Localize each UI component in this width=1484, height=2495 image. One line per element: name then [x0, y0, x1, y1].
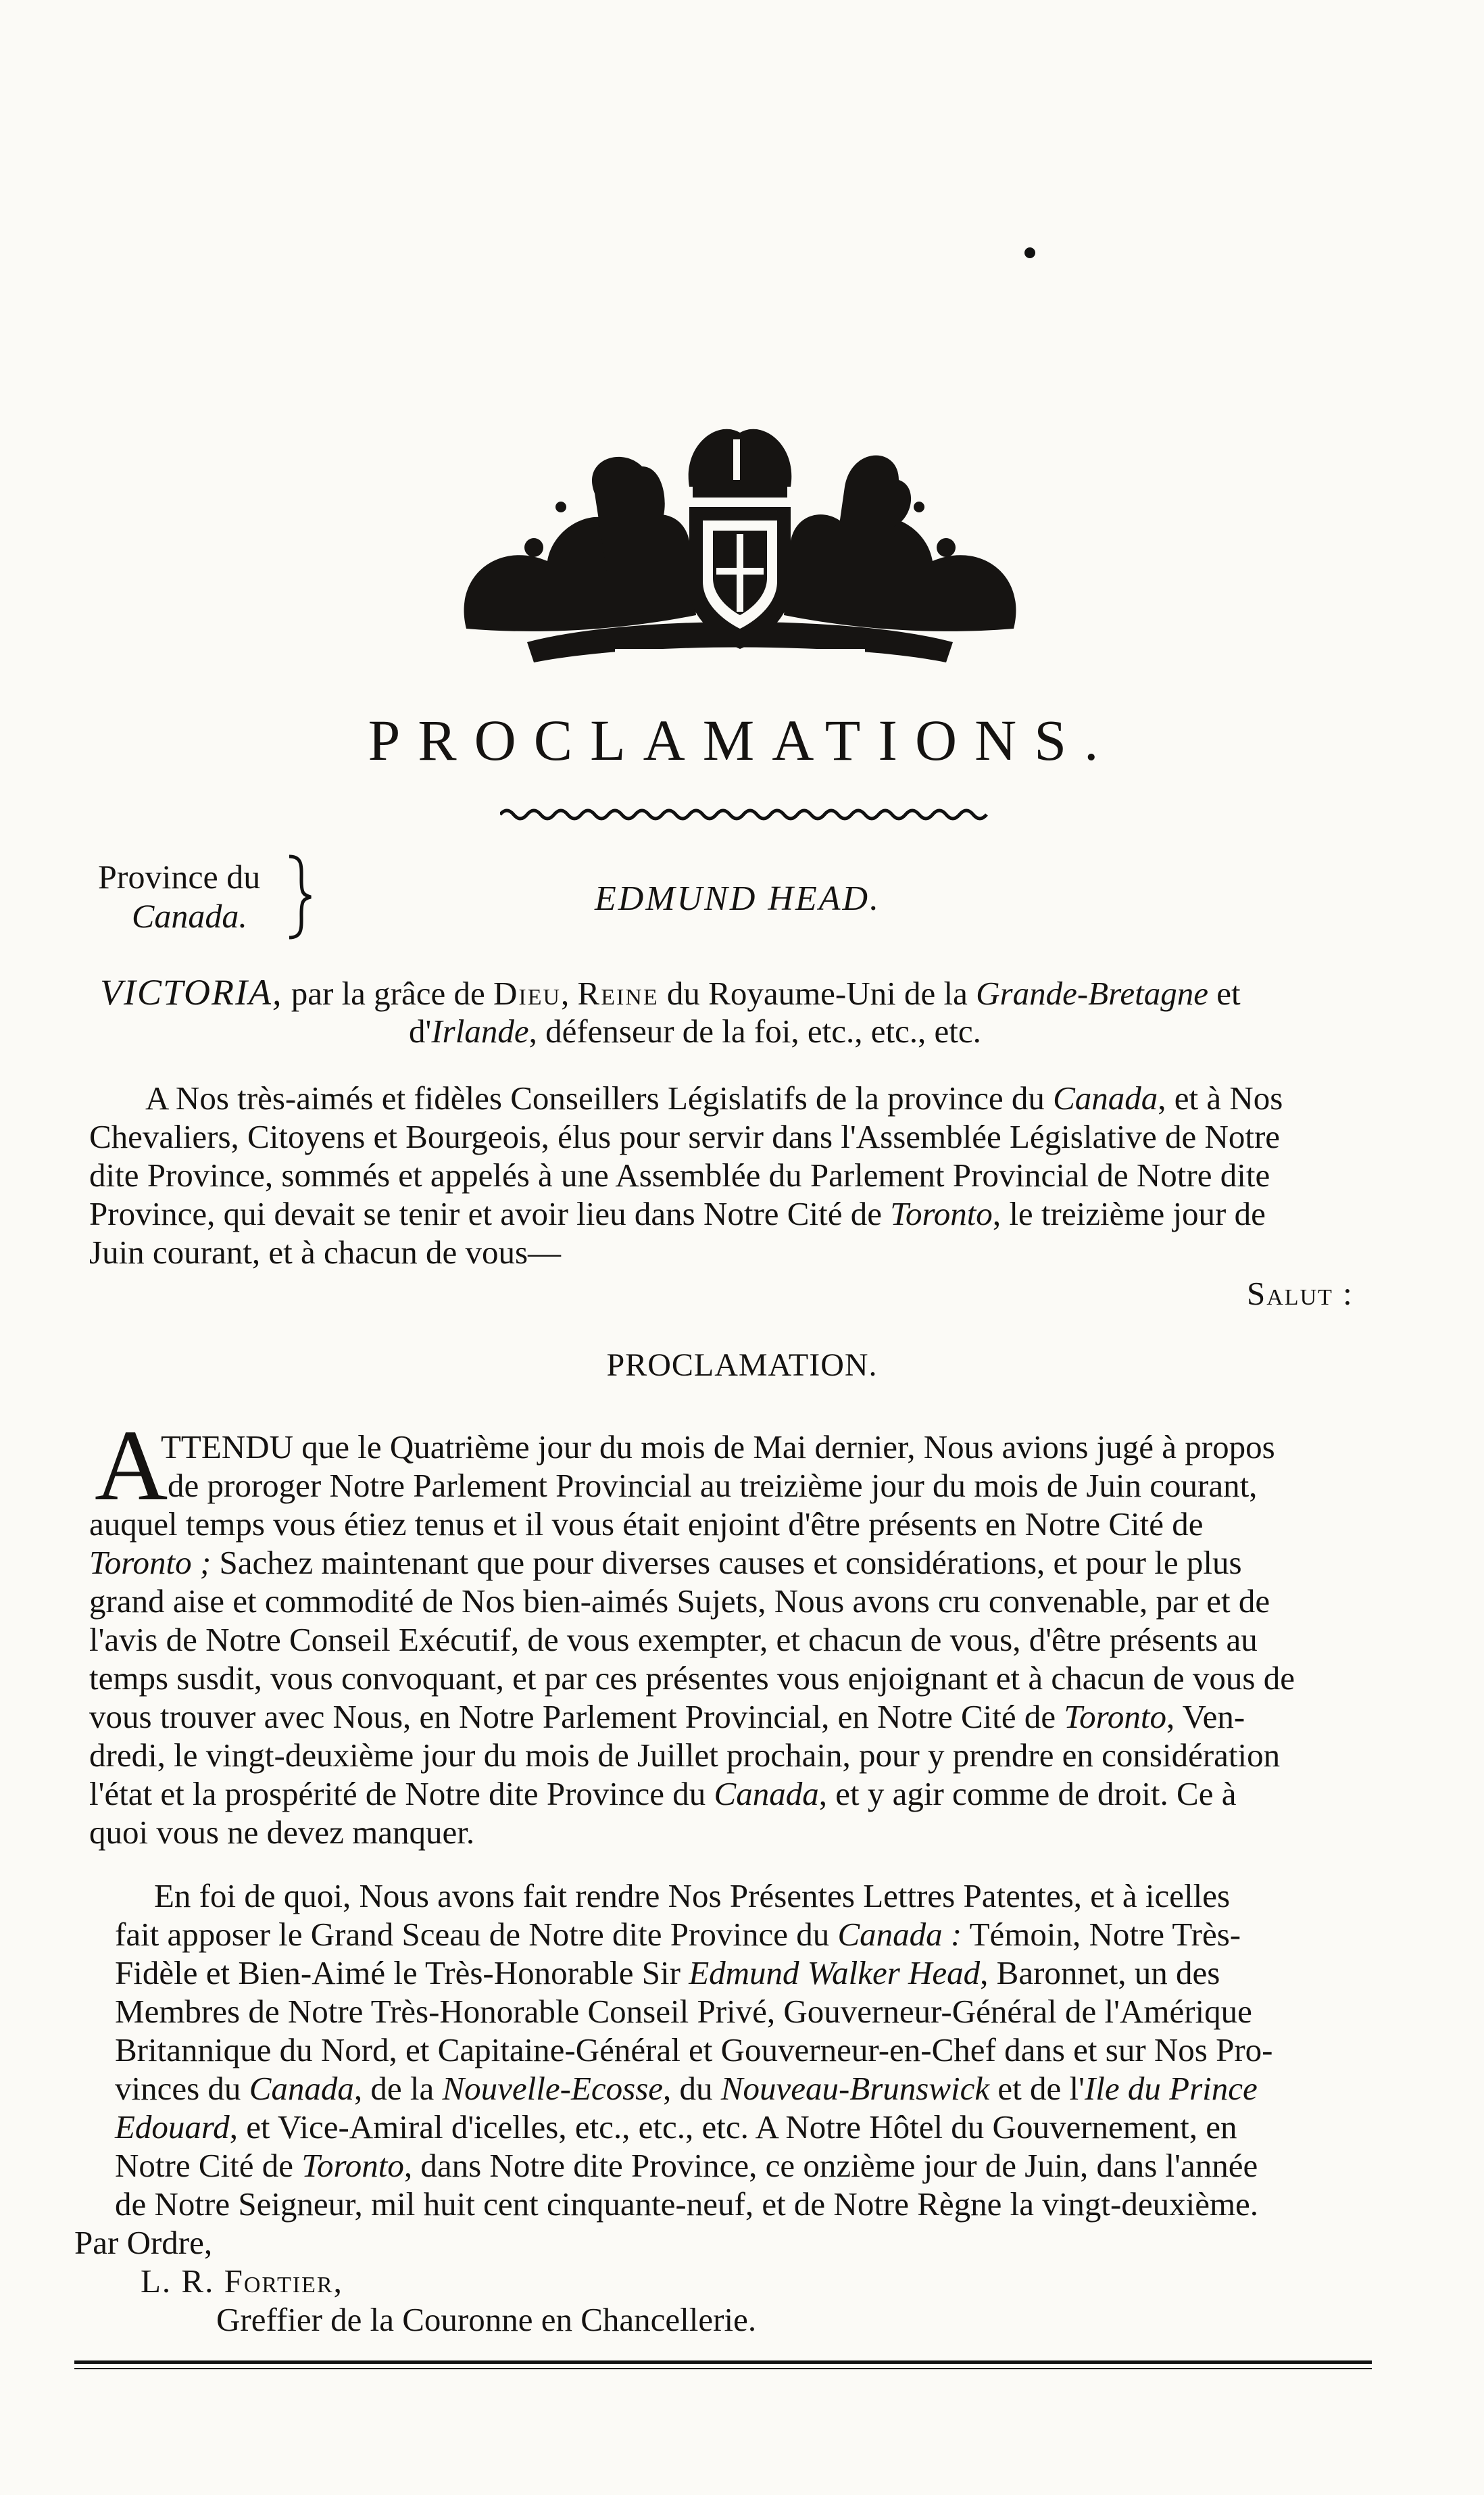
text-run: Nouveau-Brunswick [720, 2070, 990, 2107]
text-run: d' [409, 1013, 432, 1050]
body-line [168, 1466, 1257, 1505]
text-run: du Royaume-Uni de la [658, 975, 976, 1012]
text-run: , et y agir comme de droit. Ce à [818, 1775, 1237, 1812]
witness-line [115, 2069, 1258, 2108]
text-run: , et Vice-Amiral d'icelles, etc., etc., etc. A Notre Hôtel du Gouvernement, en [229, 2108, 1237, 2146]
body-line [89, 1659, 1295, 1697]
text-run: Edmund Walker Head [689, 1954, 981, 1991]
text-run: Juin courant, et à chacun de vous— [89, 1234, 562, 1271]
address-line [89, 1156, 1270, 1194]
text-run: , dans Notre dite Province, ce onzième jour de Juin, dans l'année [403, 2147, 1258, 2184]
text-run: grand aise et commodité de Nos bien-aimés Sujets, Nous avons cru convenable, par et de [89, 1582, 1270, 1620]
text-run: Toronto [301, 2147, 404, 2184]
body-line [89, 1582, 1270, 1620]
text-run: Province, qui devait se tenir et avoir lieu dans Notre Cité de [89, 1195, 891, 1232]
text-run: dite Province, sommés et appelés à une Assemblée du Parlement Provincial de Notre dite [89, 1157, 1270, 1194]
curly-brace [282, 853, 316, 941]
address-line [89, 1117, 1280, 1156]
governor-name: EDMUND HEAD. [595, 879, 881, 918]
text-run: , de la [353, 2070, 443, 2107]
text-run: Canada [714, 1775, 819, 1812]
body-line [89, 1505, 1204, 1543]
decorative-wavy-rule [500, 801, 993, 828]
signatory-office: Greffier de la Couronne en Chancellerie. [216, 2301, 757, 2338]
body-line [89, 1620, 1258, 1659]
text-run: Toronto [1064, 1698, 1166, 1735]
text-run: , Baronnet, un des [980, 1954, 1220, 1991]
text-run: , Ven- [1166, 1698, 1245, 1735]
body-line [89, 1697, 1245, 1736]
text-run: et [1208, 975, 1241, 1012]
text-run: vous trouver avec Nous, en Notre Parlement Provincial, en Notre Cité de [89, 1698, 1064, 1735]
text-run: Sachez maintenant que pour diverses causes et considérations, et pour le plus [211, 1544, 1242, 1581]
text-run: Nouvelle-Ecosse [442, 2070, 664, 2107]
text-run: dredi, le vingt-deuxième jour du mois de Juillet prochain, pour y prendre en considération [89, 1737, 1281, 1774]
text-run: TTENDU que le Quatrième jour du mois de Mai dernier, Nous avions jugé à propos [161, 1428, 1275, 1465]
text-run: Ile du Prince [1084, 2070, 1258, 2107]
witness-line [115, 1954, 1220, 1992]
text-run: , le treizième jour de [992, 1195, 1266, 1232]
text-run: Canada : [837, 1916, 962, 1953]
body-line [89, 1813, 474, 1851]
text-run: l'état et la prospérité de Notre dite Province du [89, 1775, 714, 1812]
text-run: Toronto [890, 1195, 993, 1232]
victoria-name: VICTORIA, [100, 972, 283, 1013]
text-run: Irlande [431, 1013, 529, 1050]
text-run: Dieu [493, 975, 562, 1012]
text-run: Canada [249, 2070, 354, 2107]
witness-line [115, 1915, 1241, 1954]
province-label [98, 857, 260, 936]
preamble-line-1 [100, 973, 1241, 1013]
witness-line [115, 1992, 1252, 2031]
witness-line [115, 2185, 1258, 2223]
witness-line [154, 1876, 1230, 1915]
page-title: PROCLAMATIONS. [368, 708, 1116, 773]
witness-line [115, 2031, 1273, 2069]
body-line [161, 1428, 1275, 1466]
text-run: , [561, 975, 578, 1012]
signatory-name: L. R. Fortier, [141, 2262, 343, 2300]
text-run: Toronto ; [89, 1544, 212, 1581]
province-line-2: Canada. [132, 897, 247, 935]
text-run: temps susdit, vous convoquant, et par ces présentes vous enjoignant et à chacun de vous de [89, 1660, 1295, 1697]
text-run: En foi de quoi, Nous avons fait rendre Nos Présentes Lettres Patentes, et à icelles [154, 1877, 1231, 1914]
text-run: fait apposer le Grand Sceau de Notre dite Province du [115, 1916, 838, 1953]
text-run: Chevaliers, Citoyens et Bourgeois, élus pour servir dans l'Assemblée Législative de Notre [89, 1118, 1281, 1155]
address-line [89, 1194, 1266, 1233]
text-run: Membres de Notre Très-Honorable Conseil Privé, Gouverneur-Général de l'Amérique [115, 1993, 1252, 2030]
text-run: de proroger Notre Parlement Provincial au treizième jour du mois de Juin courant, [168, 1467, 1258, 1504]
body-line [89, 1774, 1236, 1813]
text-run: Notre Cité de [115, 2147, 302, 2184]
body-line [89, 1543, 1242, 1582]
province-line-1: Province du [98, 858, 261, 896]
text-run: Témoin, Notre Très- [962, 1916, 1241, 1953]
body-line [89, 1736, 1280, 1774]
proclamation-heading: PROCLAMATION. [606, 1347, 878, 1383]
text-run: , défenseur de la foi, etc., etc., etc. [528, 1013, 981, 1050]
text-run: Grande-Bretagne [976, 975, 1208, 1012]
witness-line [115, 2146, 1258, 2185]
text-run: , et à Nos [1158, 1080, 1283, 1117]
text-run: l'avis de Notre Conseil Exécutif, de vous exempter, et chacun de vous, d'être présents au [89, 1621, 1258, 1658]
text-run: Edouard [115, 2108, 230, 2146]
par-ordre: Par Ordre, [74, 2224, 213, 2261]
text-run: , du [663, 2070, 721, 2107]
text-run: Reine [577, 975, 659, 1012]
printer-dot [1024, 247, 1035, 258]
bottom-rule-thick [74, 2360, 1372, 2364]
text-run: Canada [1053, 1080, 1158, 1117]
address-line [145, 1079, 1283, 1117]
drop-cap: A [95, 1409, 168, 1522]
text-run: quoi vous ne devez manquer. [89, 1814, 475, 1851]
address-line [89, 1233, 561, 1271]
text-run: vinces du [115, 2070, 249, 2107]
text-run: A Nos très-aimés et fidèles Conseillers Législatifs de la province du [145, 1080, 1054, 1117]
text-run: Britannique du Nord, et Capitaine-Général et Gouverneur-en-Chef dans et sur Nos Pro- [115, 2031, 1273, 2068]
text-run: de Notre Seigneur, mil huit cent cinquante-neuf, et de Notre Règne la vingt-deuxième. [115, 2185, 1259, 2223]
text-run: par la grâce de [282, 975, 493, 1012]
text-run: auquel temps vous étiez tenus et il vous était enjoint d'être présents en Notre Cité de [89, 1505, 1204, 1543]
witness-line [115, 2108, 1237, 2146]
royal-coat-of-arms [426, 406, 1054, 676]
bottom-rule-thin [74, 2368, 1372, 2369]
text-run: et de l' [989, 2070, 1085, 2107]
salut: Salut : [1247, 1275, 1354, 1312]
text-run: Fidèle et Bien-Aimé le Très-Honorable Sir [115, 1954, 689, 1991]
preamble-line-2 [409, 1012, 981, 1050]
